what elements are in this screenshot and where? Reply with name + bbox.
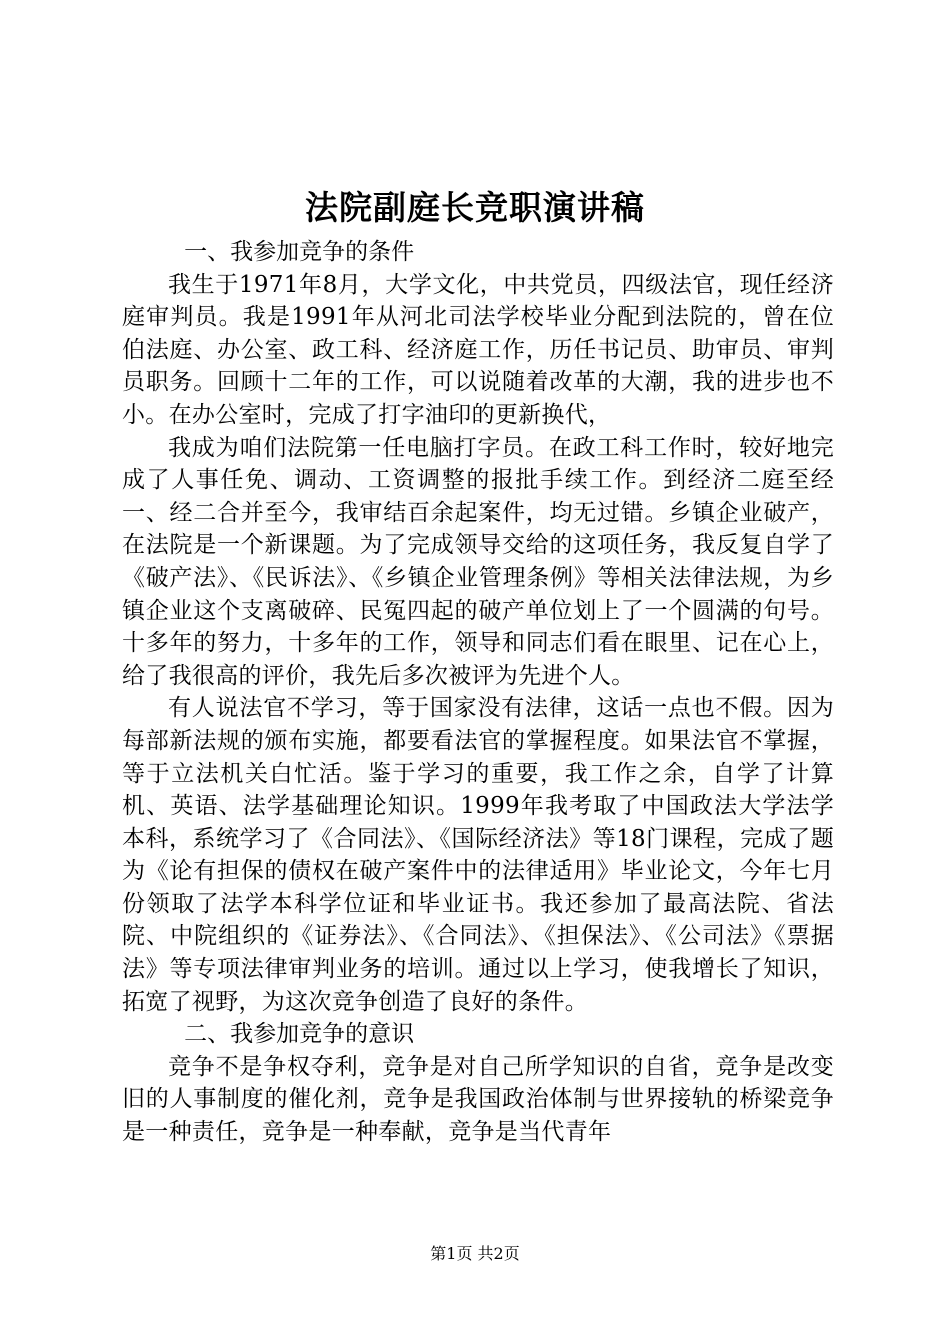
paragraph: 我成为咱们法院第一任电脑打字员。在政工科工作时，较好地完成了人事任免、调动、工资调整的报批手续工作。到经济二庭至经一、经二合并至今，我审结百余起案件，均无过错。乡镇企业破产，在法院是一个新课题。为了完成领导交给的这项任务，我反复自学了《破产法》、《民诉法》、《乡镇企业管理条例》等相关法律法规，为乡镇企业这个支离破碎、民冤四起的破产单位划上了一个圆满的句号。十多年的努力，十多年的工作，领导和同志们看在眼里、记在心上，给了我很高的评价，我先后多次被评为先进个人。	[122, 434, 834, 689]
page-title: 法院副庭长竞职演讲稿	[305, 188, 645, 227]
section-heading: 二、我参加竞争的意识	[184, 1021, 415, 1048]
paragraph: 竞争不是争权夺利，竞争是对自己所学知识的自省，竞争是改变旧的人事制度的催化剂，竞争是我国政治体制与世界接轨的桥梁竞争是一种责任，竞争是一种奉献，竞争是当代青年	[122, 1053, 834, 1146]
document-body	[122, 236, 834, 1149]
page-footer: 第1页 共2页	[430, 1244, 520, 1263]
paragraph: 我生于1971年8月，大学文化，中共党员，四级法官，现任经济庭审判员。我是1991年从河北司法学校毕业分配到法院的，曾在位伯法庭、办公室、政工科、经济庭工作，历任书记员、助审员、审判员职务。回顾十二年的工作，可以说随着改革的大潮，我的进步也不小。在办公室时，完成了打字油印的更新换代，	[122, 271, 834, 428]
section-heading: 一、我参加竞争的条件	[184, 239, 415, 265]
paragraph: 有人说法官不学习，等于国家没有法律，这话一点也不假。因为每部新法规的颁布实施，都要看法官的掌握程度。如果法官不掌握，等于立法机关白忙活。鉴于学习的重要，我工作之余，自学了计算机、英语、法学基础理论知识。1999年我考取了中国政法大学法学本科，系统学习了《合同法》、《国际经济法》等18门课程，完成了题为《论有担保的债权在破产案件中的法律适用》毕业论文，今年七月份领取了法学本科学位证和毕业证书。我还参加了最高法院、省法院、中院组织的《证券法》、《合同法》、《担保法》、《公司法》《票据法》等专项法律审判业务的培训。通过以上学习，使我增长了知识，拓宽了视野，为这次竞争创造了良好的条件。	[122, 695, 834, 1015]
